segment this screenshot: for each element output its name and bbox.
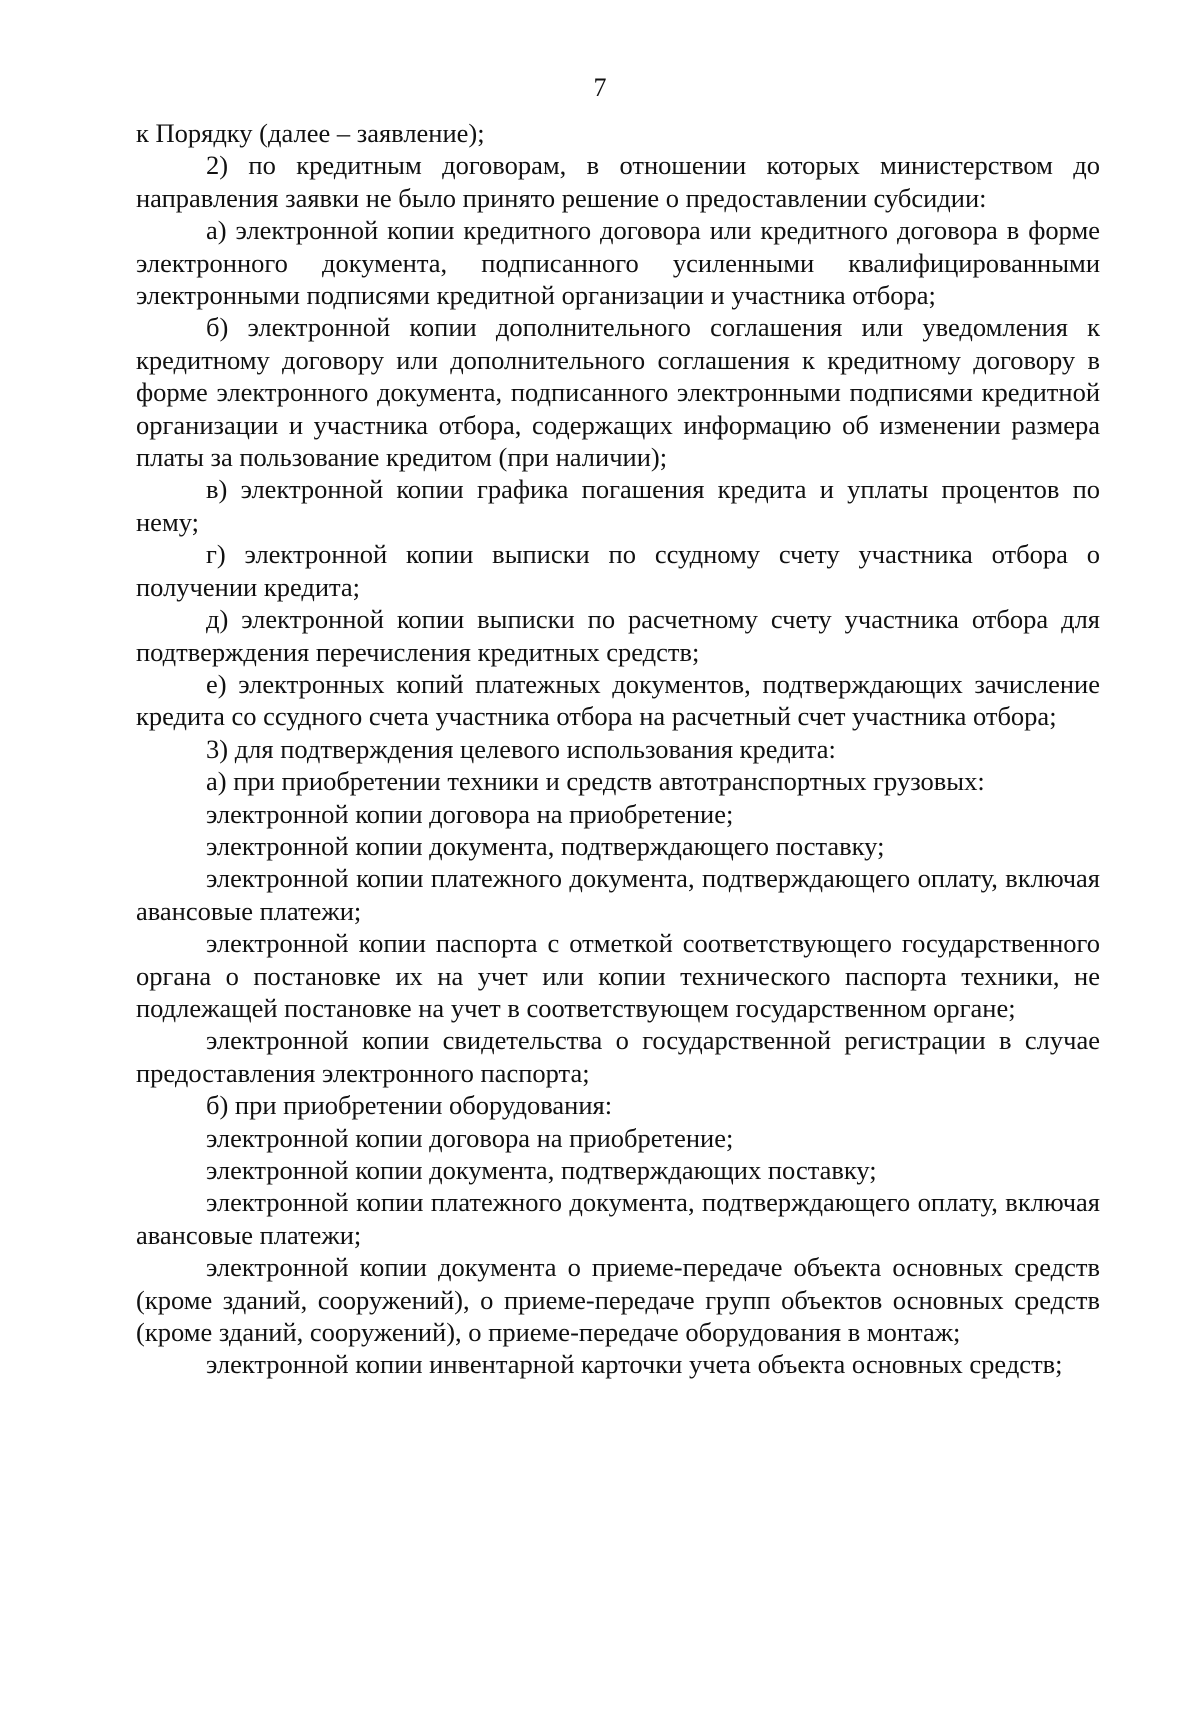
paragraph-subitem-e-payment-documents: е) электронных копий платежных документов, подтверждающих зачисление кредита со ссудного счета участника отбора на расчетный счет участника отбора; [136,668,1100,732]
paragraph-subitem-d-settlement-account-statement: д) электронной копии выписки по расчетному счету участника отбора для подтверждения перечисления кредитных средств; [136,604,1100,667]
paragraph-inventory-card: электронной копии инвентарной карточки учета объекта основных средств; [206,1349,1063,1380]
page-number: 7 [593,73,607,102]
paragraph-item-3: 3) для подтверждения целевого использования кредита: [206,733,836,764]
paragraph-equipment-payment-document: электронной копии платежного документа, подтверждающего оплату, включая авансовые платежи; [136,1187,1100,1250]
paragraph-equipment-purchase-contract: электронной копии договора на приобретение; [206,1122,734,1153]
paragraph-subitem-a-credit-agreement: а) электронной копии кредитного договора или кредитного договора в форме электронного документа, подписанного усиленными квалифицированными электронными подписями кредитной организации и участника отбора; [136,215,1100,311]
paragraph-item-2: 2) по кредитным договорам, в отношении которых министерством до направления заявки не было принято решение о предоставлении субсидии: [136,150,1100,213]
paragraph-equipment-delivery-document: электронной копии документа, подтверждающих поставку; [206,1155,877,1185]
paragraph-subitem-b-additional-agreement: б) электронной копии дополнительного соглашения или уведомления к кредитному договору или дополнительного соглашения к кредитному договору в форме электронного документа, подписанного электронными подписями кредитной организации и участника отбора, содержащих информацию об изменении размера платы за пользование кредитом (при наличии); [136,312,1100,473]
paragraph-continuation: к Порядку (далее – заявление); [136,118,485,148]
document-body [136,117,1100,1381]
paragraph-subitem-a-vehicles: а) при приобретении техники и средств автотранспортных грузовых: [206,766,985,797]
paragraph-subitem-b-equipment: б) при приобретении оборудования: [206,1090,613,1121]
paragraph-subitem-g-loan-account-statement: г) электронной копии выписки по ссудному счету участника отбора о получении кредита; [136,539,1100,602]
paragraph-subitem-v-repayment-schedule: в) электронной копии графика погашения кредита и уплаты процентов по нему; [136,474,1100,537]
paragraph-payment-document: электронной копии платежного документа, подтверждающего оплату, включая авансовые платежи; [136,863,1100,926]
paragraph-acceptance-transfer: электронной копии документа о приеме-передаче объекта основных средств (кроме зданий, сооружений), о приеме-передаче групп объектов основных средств (кроме зданий, сооружений), о приеме-передаче оборудования в монтаж; [136,1252,1100,1348]
paragraph-registration-certificate: электронной копии свидетельства о государственной регистрации в случае предоставления электронного паспорта; [136,1025,1100,1088]
paragraph-delivery-document: электронной копии документа, подтверждающего поставку; [206,830,885,861]
paragraph-passport-copy: электронной копии паспорта с отметкой соответствующего государственного органа о постановке их на учет или копии технического паспорта техники, не подлежащей постановке на учет в соответствующем государственном органе; [136,928,1100,1023]
paragraph-purchase-contract: электронной копии договора на приобретение; [206,798,734,829]
